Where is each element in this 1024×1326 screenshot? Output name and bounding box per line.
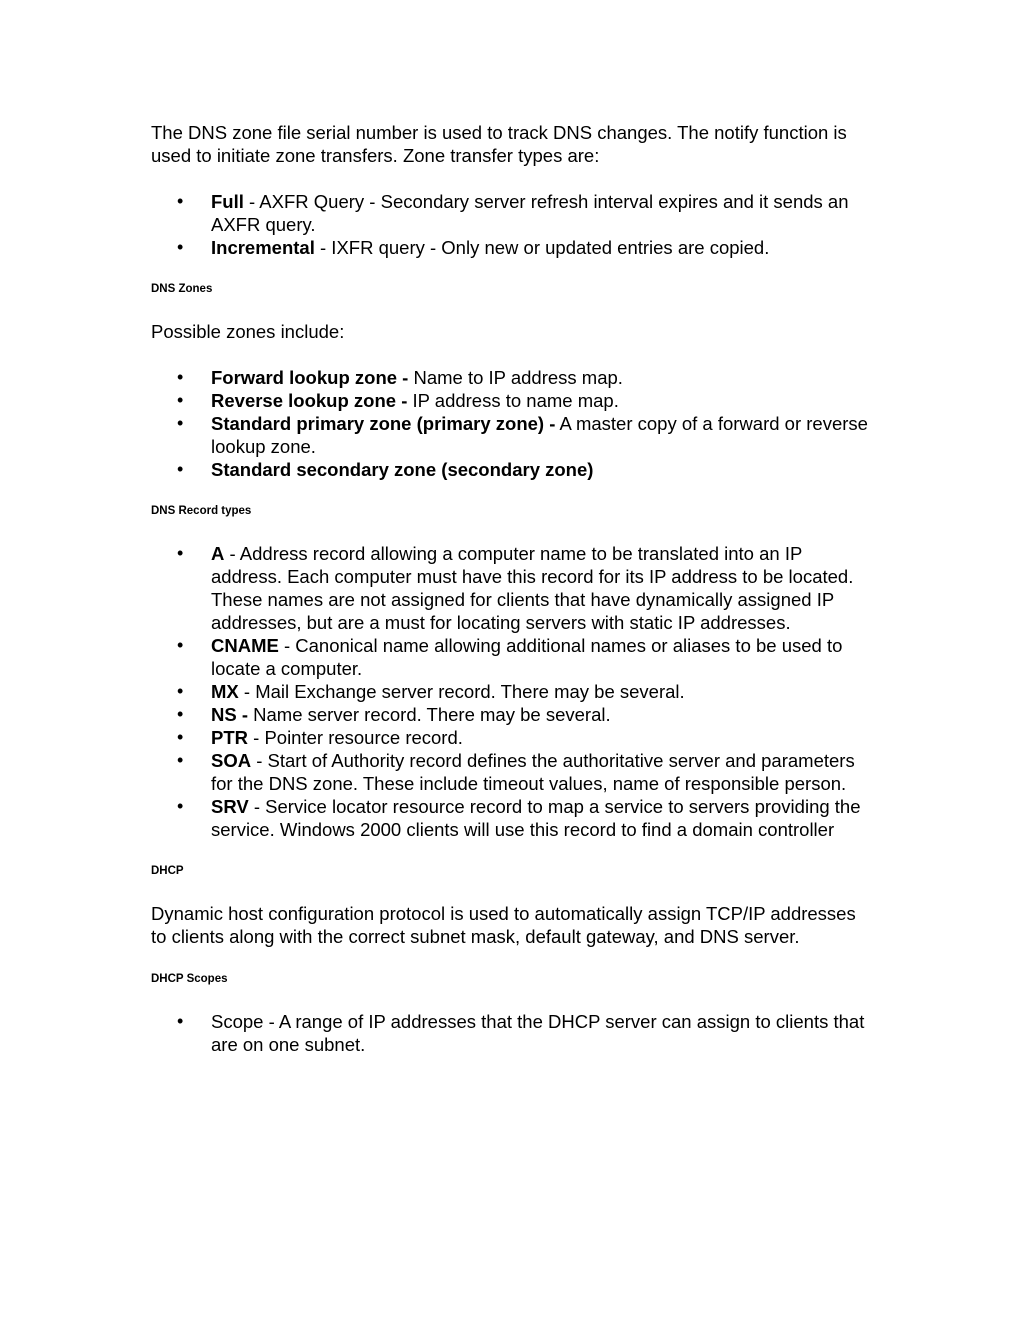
list-item-term: SOA	[211, 750, 252, 771]
list-item-text: Scope - A range of IP addresses that the DHCP server can assign to clients that are on one subnet.	[211, 1011, 865, 1055]
list-item	[151, 795, 871, 841]
transfer-types-list	[151, 190, 871, 259]
list-item-term: A	[211, 543, 225, 564]
list-item-term: Full	[211, 191, 244, 212]
list-item-text: - Address record allowing a computer name to be translated into an IP address. Each computer must have this record for its IP address to be located. These names are not assigned for clients that have dynamically assigned IP addresses, but are a must for locating servers with static IP addresses.	[211, 543, 854, 633]
list-item	[151, 458, 871, 481]
list-item	[151, 680, 871, 703]
bullet-icon: •	[177, 367, 184, 387]
list-item	[151, 389, 871, 412]
list-item	[151, 412, 871, 458]
dns-records-list	[151, 542, 871, 841]
list-item-text: - Mail Exchange server record. There may be several.	[238, 681, 685, 702]
list-item-term: Standard primary zone (primary zone) -	[211, 413, 556, 434]
list-item	[151, 634, 871, 680]
list-item-text: Name to IP address map.	[408, 367, 623, 388]
list-item-term: Standard secondary zone (secondary zone)	[211, 459, 594, 480]
bullet-icon: •	[177, 543, 184, 563]
dns-zones-list	[151, 366, 871, 481]
section-heading-dns-zones: DNS Zones	[151, 283, 213, 295]
list-item-text: - Pointer resource record.	[248, 727, 463, 748]
list-item	[151, 703, 871, 726]
list-item-text: - AXFR Query - Secondary server refresh interval expires and it sends an AXFR query.	[211, 191, 849, 235]
intro-paragraph: The DNS zone file serial number is used to track DNS changes. The notify function is used to initiate zone transfers. Zone transfer types are:	[151, 122, 847, 166]
bullet-icon: •	[177, 413, 184, 433]
list-item-term: CNAME	[211, 635, 279, 656]
bullet-icon: •	[177, 796, 184, 816]
list-item-term: Forward lookup zone -	[211, 367, 409, 388]
list-item	[151, 542, 871, 634]
bullet-icon: •	[177, 237, 184, 257]
list-item-text: - Service locator resource record to map a service to servers providing the service. Windows 2000 clients will use this record to find a domain controller	[211, 796, 861, 840]
list-item-term: MX	[211, 681, 239, 702]
list-item-text: - Start of Authority record defines the authoritative server and parameters for the DNS zone. These include timeout values, name of responsible person.	[211, 750, 855, 794]
list-item-term: SRV	[211, 796, 249, 817]
bullet-icon: •	[177, 635, 184, 655]
list-item-term: PTR	[211, 727, 248, 748]
list-item	[151, 749, 871, 795]
bullet-icon: •	[177, 191, 184, 211]
list-item	[151, 236, 871, 259]
bullet-icon: •	[177, 459, 184, 479]
dns-zones-intro: Possible zones include:	[151, 321, 345, 342]
list-item	[151, 190, 871, 236]
list-item	[151, 366, 871, 389]
list-item	[151, 1010, 871, 1056]
section-heading-dhcp: DHCP	[151, 865, 184, 877]
document-page	[151, 121, 871, 1056]
bullet-icon: •	[177, 727, 184, 747]
bullet-icon: •	[177, 681, 184, 701]
list-item-text: IP address to name map.	[407, 390, 619, 411]
list-item-term: Incremental	[211, 237, 315, 258]
dhcp-scopes-list	[151, 1010, 871, 1056]
dhcp-paragraph: Dynamic host configuration protocol is used to automatically assign TCP/IP addresses to clients along with the correct subnet mask, default gateway, and DNS server.	[151, 903, 856, 947]
list-item-term: NS -	[211, 704, 248, 725]
bullet-icon: •	[177, 1011, 184, 1031]
bullet-icon: •	[177, 390, 184, 410]
section-heading-dhcp-scopes: DHCP Scopes	[151, 973, 228, 985]
list-item-text: Name server record. There may be several.	[248, 704, 611, 725]
list-item-term: Reverse lookup zone -	[211, 390, 408, 411]
bullet-icon: •	[177, 704, 184, 724]
section-heading-dns-record-types: DNS Record types	[151, 505, 252, 517]
list-item-text: A master copy of a forward or reverse lookup zone.	[211, 413, 868, 457]
list-item-text: - IXFR query - Only new or updated entries are copied.	[314, 237, 770, 258]
list-item	[151, 726, 871, 749]
list-item-text: - Canonical name allowing additional names or aliases to be used to locate a computer.	[211, 635, 843, 679]
bullet-icon: •	[177, 750, 184, 770]
